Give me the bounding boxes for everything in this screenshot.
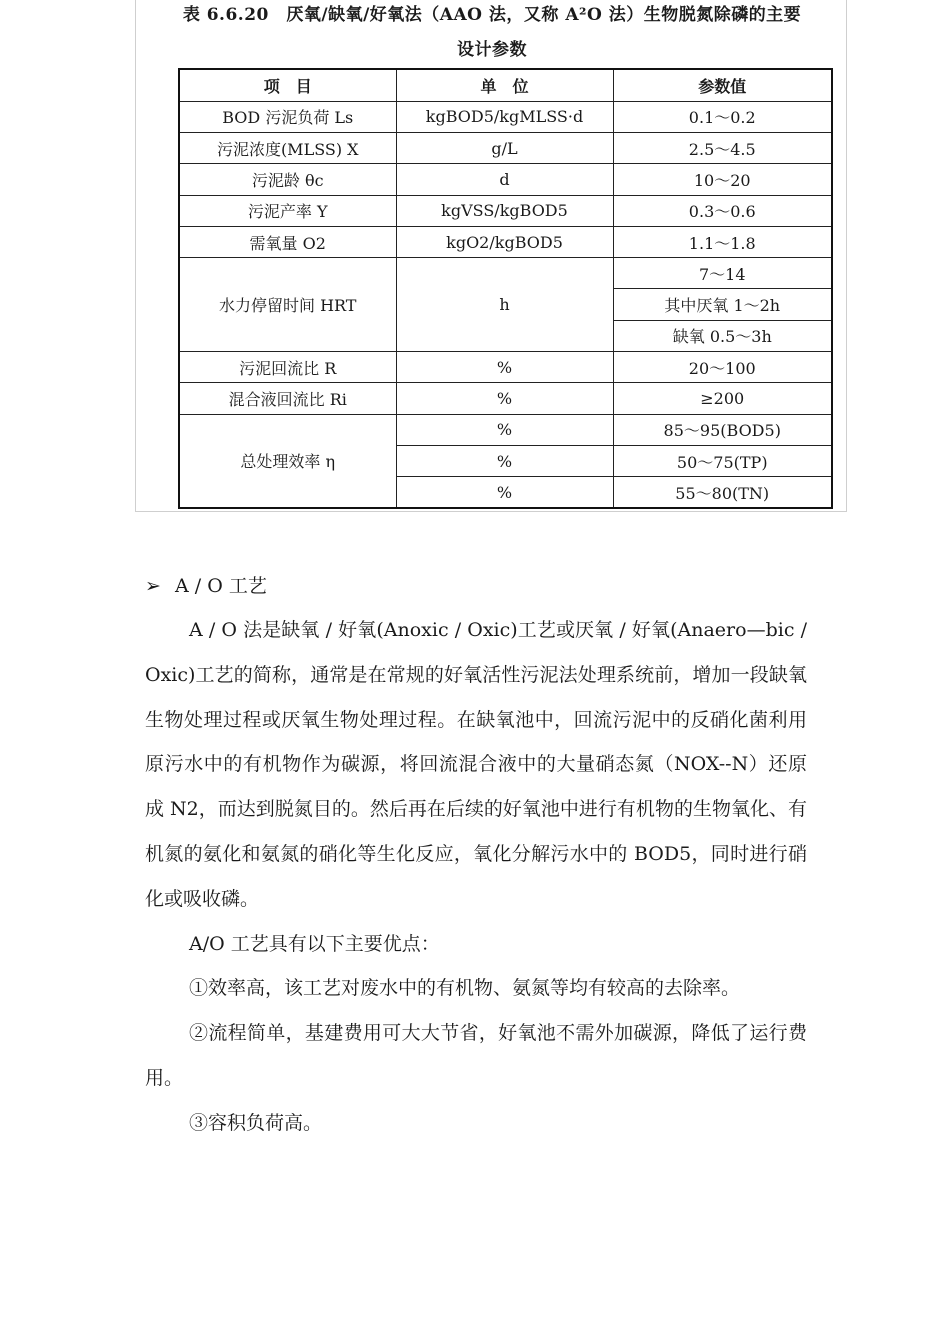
col-header-value: 参数值: [613, 69, 832, 101]
table-row: [179, 164, 832, 195]
row-unit: %: [396, 414, 613, 445]
row-value: 2.5～4.5: [613, 133, 832, 164]
row-name: BOD 污泥负荷 Ls: [179, 101, 396, 132]
row-unit: d: [396, 164, 613, 195]
advantage-item-1: ①效率高，该工艺对废水中的有机物、氨氮等均有较高的去除率。: [189, 977, 741, 1000]
arrow-bullet-icon: ➢: [145, 575, 161, 597]
table-row: [179, 352, 832, 383]
row-unit: %: [396, 352, 613, 383]
row-value: 1.1～1.8: [613, 226, 832, 257]
row-value: 10～20: [613, 164, 832, 195]
row-unit: kgO2/kgBOD5: [396, 226, 613, 257]
row-name: 混合液回流比 Ri: [179, 383, 396, 414]
row-unit: h: [396, 258, 613, 352]
table-row: [179, 258, 832, 289]
row-value: 0.3～0.6: [613, 195, 832, 226]
table-row: [179, 133, 832, 164]
table-caption: 表 6.6.20 厌氧/缺氧/好氧法（AAO 法，又称 A²O 法）生物脱氮除磷的主要: [182, 5, 802, 25]
paragraph-ao-description: A / O 法是缺氧 / 好氧(Anoxic / Oxic)工艺或厌氧 / 好氧(Anaero—bic / Oxic)工艺的简称，通常是在常规的好氧活性污泥法处理系统前，增加一段缺氧生物处理过程或厌氧生物处理过程。在缺氧池中，回流污泥中的反硝化菌利用原污水中的有机物作为碳源，将回流混合液中的大量硝态氮（NOX--N）还原成 N2，而达到脱氮目的。然后再在后续的好氧池中进行有机物的生物氧化、有机氮的氨化和氨氮的硝化等生化反应，氧化分解污水中的 BOD5，同时进行硝化或吸收磷。: [145, 619, 807, 910]
row-name: 污泥浓度(MLSS) X: [179, 133, 396, 164]
design-parameter-table: [178, 68, 833, 509]
row-unit: kgVSS/kgBOD5: [396, 195, 613, 226]
row-unit: %: [396, 477, 613, 508]
advantage-item-2: ②流程简单，基建费用可大大节省，好氧池不需外加碳源，降低了运行费用。: [145, 1022, 807, 1089]
row-value: 0.1～0.2: [613, 101, 832, 132]
row-name: 污泥回流比 R: [179, 352, 396, 383]
row-name: 总处理效率 η: [179, 414, 396, 508]
row-value: 50～75(TP): [613, 445, 832, 476]
row-unit: %: [396, 445, 613, 476]
row-value: 其中厌氧 1～2h: [613, 289, 832, 320]
section-bullet: [145, 571, 267, 598]
row-value: 7～14: [613, 258, 832, 289]
table-row: [179, 414, 832, 445]
table-row: [179, 195, 832, 226]
table-row: [179, 101, 832, 132]
row-value: ≥200: [613, 383, 832, 414]
row-value: 缺氧 0.5～3h: [613, 320, 832, 351]
row-value: 20～100: [613, 352, 832, 383]
row-name: 污泥龄 θc: [179, 164, 396, 195]
row-value: 85～95(BOD5): [613, 414, 832, 445]
row-name: 水力停留时间 HRT: [179, 258, 396, 352]
table-caption-line2: 设计参数: [457, 40, 527, 60]
paragraph-advantages-intro: A/O 工艺具有以下主要优点：: [189, 932, 440, 955]
row-unit: kgBOD5/kgMLSS·d: [396, 101, 613, 132]
row-name: 污泥产率 Y: [179, 195, 396, 226]
advantage-item-3: ③容积负荷高。: [189, 1111, 323, 1134]
row-value: 55～80(TN): [613, 477, 832, 508]
row-unit: g/L: [396, 133, 613, 164]
row-name: 需氧量 O2: [179, 226, 396, 257]
col-header-unit: 单 位: [396, 69, 613, 101]
body-text: [145, 608, 807, 1146]
table-figure: [135, 0, 847, 512]
table-row: [179, 226, 832, 257]
table-row: [179, 383, 832, 414]
section-heading: A / O 工艺: [175, 575, 267, 597]
col-header-item: 项 目: [179, 69, 396, 101]
row-unit: %: [396, 383, 613, 414]
